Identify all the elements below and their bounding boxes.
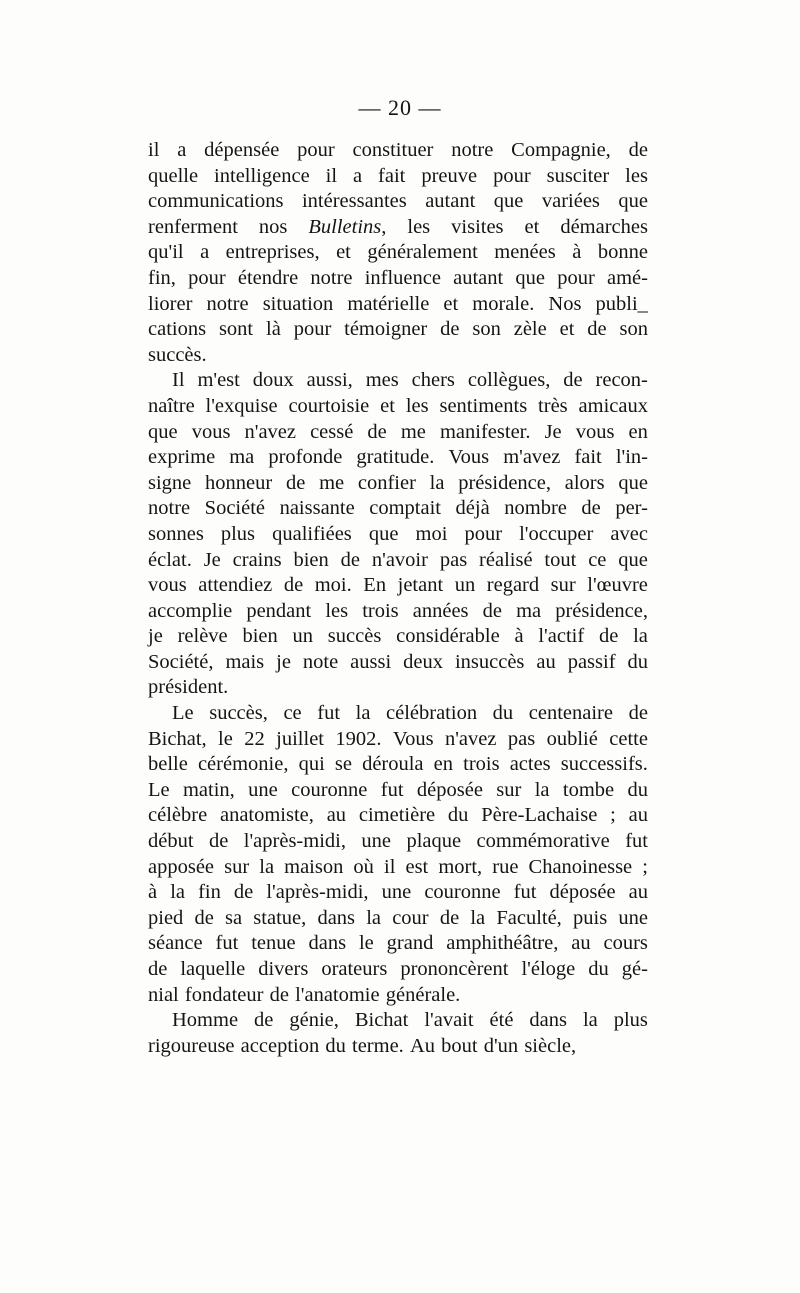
text-line: Société, mais je note aussi deux insuccès au passif du: [148, 650, 648, 673]
text-line: notre Société naissante comptait déjà nombre de per-: [148, 497, 648, 520]
paragraph: [148, 368, 648, 701]
text-line: que vous n'avez cessé de me manifester. Je vous en: [148, 420, 648, 443]
text-line: rigoureuse acception du terme. Au bout d'un siècle,: [148, 1034, 577, 1057]
text-line: début de l'après-midi, une plaque commémorative fut: [148, 830, 648, 853]
text-line: belle cérémonie, qui se déroula en trois actes successifs.: [148, 753, 648, 776]
text-line: fin, pour étendre notre influence autant que pour amé-: [148, 266, 648, 289]
text-line: cations sont là pour témoigner de son zèle et de son: [148, 318, 648, 341]
text-line: séance fut tenue dans le grand amphithéâtre, au cours: [148, 932, 648, 955]
text-line: il a dépensée pour constituer notre Compagnie, de: [148, 139, 648, 161]
text-line: renferment nos Bulletins, les visites et démarches: [148, 215, 648, 238]
text-line: vous attendiez de moi. En jetant un regard sur l'œuvre: [148, 574, 648, 597]
text-line: nial fondateur de l'anatomie générale.: [148, 983, 461, 1006]
text-line: quelle intelligence il a fait preuve pour susciter les: [148, 164, 648, 187]
text-line: président.: [148, 676, 229, 699]
text-line: Le matin, une couronne fut déposée sur la tombe du: [148, 778, 648, 801]
text-line: communications intéressantes autant que variées que: [148, 190, 648, 213]
text-line: Homme de génie, Bichat l'avait été dans la plus: [172, 1009, 648, 1032]
page-number: — 20 —: [358, 95, 442, 120]
paragraph: [148, 701, 648, 1008]
text-line: exprime ma profonde gratitude. Vous m'avez fait l'in-: [148, 446, 648, 469]
paragraph: [148, 138, 648, 368]
text-line: à la fin de l'après-midi, une couronne fut déposée au: [148, 881, 648, 904]
text-line: accomplie pendant les trois années de ma présidence,: [148, 599, 648, 622]
text-line: Il m'est doux aussi, mes chers collègues, de recon-: [172, 369, 648, 392]
text-line: pied de sa statue, dans la cour de la Faculté, puis une: [148, 906, 648, 929]
text-line: de laquelle divers orateurs prononcèrent l'éloge du gé-: [148, 958, 648, 980]
text-line: Bichat, le 22 juillet 1902. Vous n'avez pas oublié cette: [148, 727, 648, 750]
text-line: apposée sur la maison où il est mort, rue Chanoinesse ;: [148, 855, 648, 878]
body-text: [148, 138, 648, 1059]
text-line: je relève bien un succès considérable à l'actif de la: [148, 625, 648, 648]
paragraph: [148, 1008, 648, 1059]
text-line: succès.: [148, 343, 207, 366]
text-line: éclat. Je crains bien de n'avoir pas réalisé tout ce que: [148, 548, 648, 571]
text-line: liorer notre situation matérielle et morale. Nos publi_: [148, 292, 648, 315]
text-line: naître l'exquise courtoisie et les sentiments très amicaux: [148, 394, 648, 417]
text-line: sonnes plus qualifiées que moi pour l'occuper avec: [148, 522, 648, 545]
text-line: célèbre anatomiste, au cimetière du Père-Lachaise ; au: [148, 804, 648, 827]
text-line: Le succès, ce fut la célébration du centenaire de: [172, 702, 648, 725]
text-line: signe honneur de me confier la présidence, alors que: [148, 471, 648, 494]
text-line: qu'il a entreprises, et généralement menées à bonne: [148, 241, 648, 264]
